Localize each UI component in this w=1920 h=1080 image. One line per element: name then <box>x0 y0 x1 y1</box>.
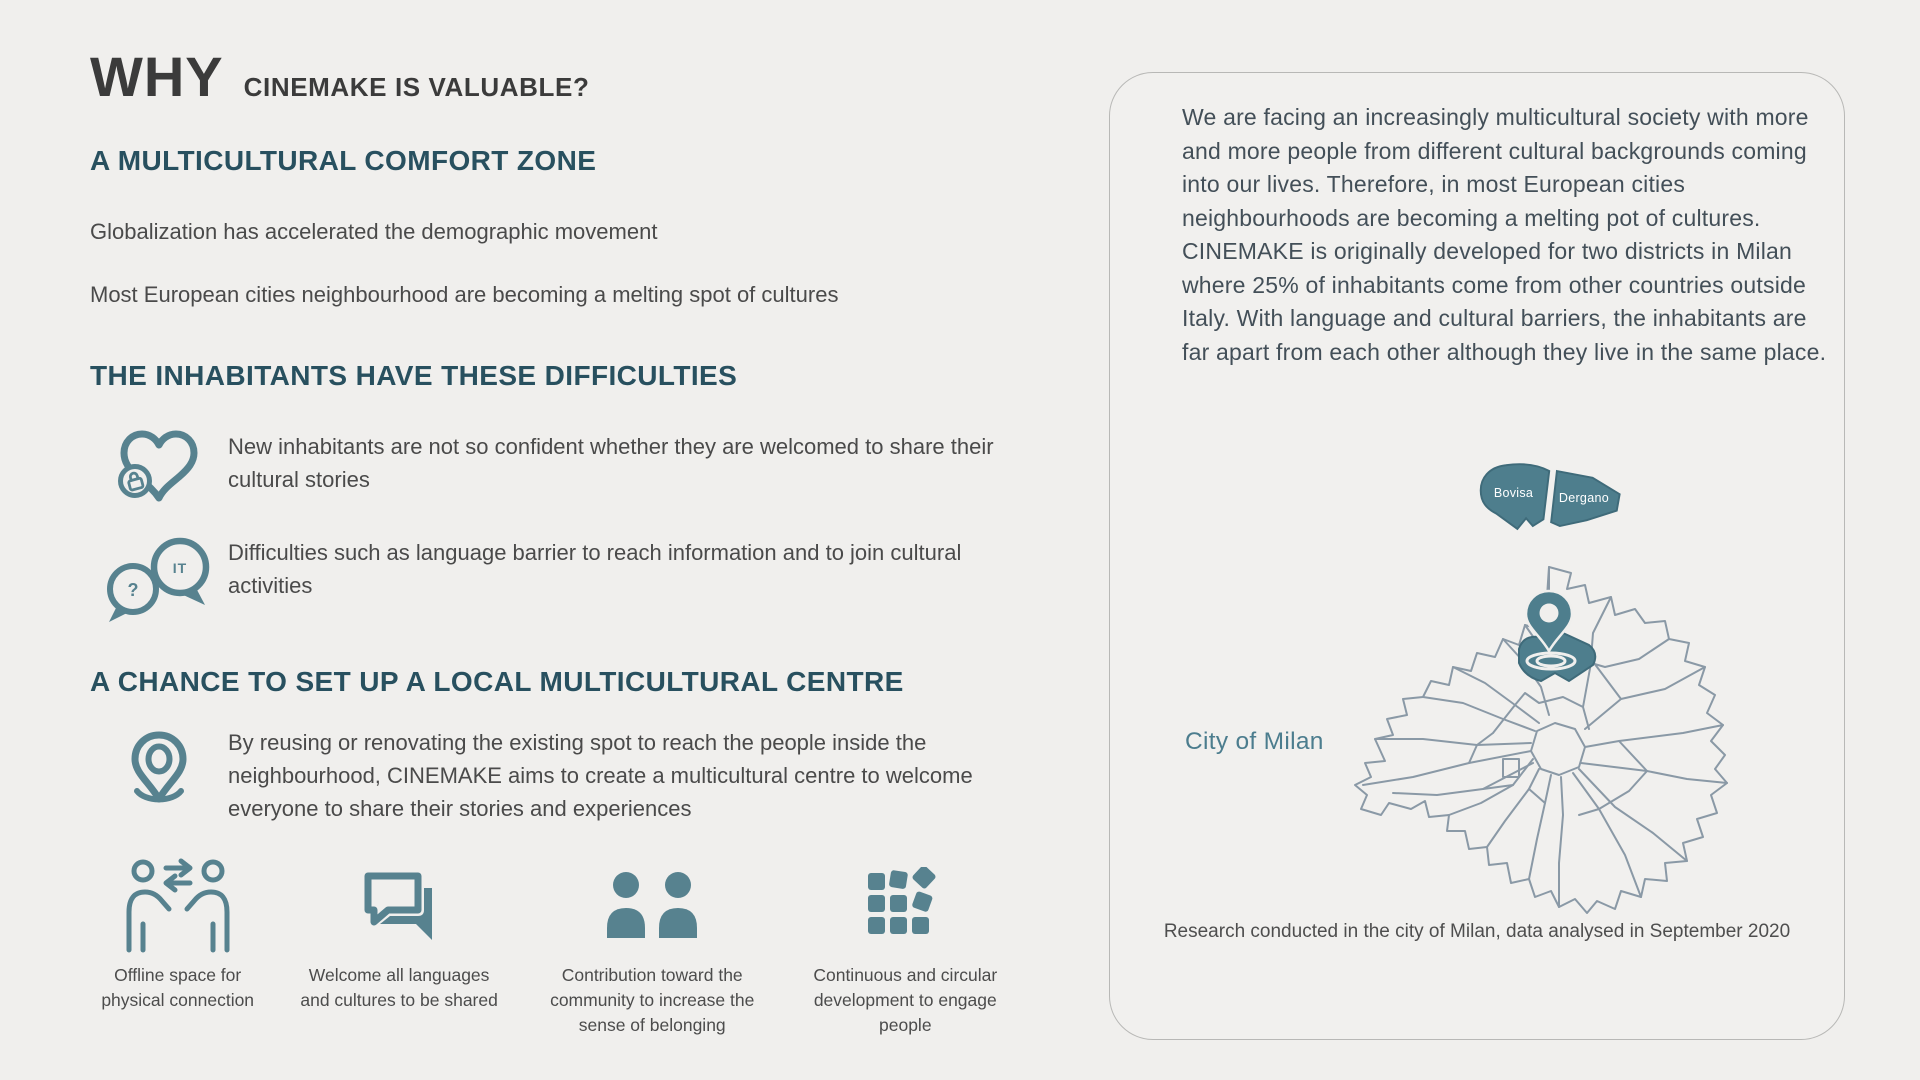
heading-comfort-zone: A MULTICULTURAL COMFORT ZONE <box>90 145 597 176</box>
grid-squares-icon <box>866 865 944 947</box>
heading-difficulties: THE INHABITANTS HAVE THESE DIFFICULTIES <box>90 360 738 391</box>
feature-languages <box>294 865 503 1038</box>
feature-community <box>533 865 772 1038</box>
difficulty-item-language <box>90 532 1010 624</box>
heading-chance: A CHANCE TO SET UP A LOCAL MULTICULTURAL CENTRE <box>90 666 904 697</box>
page-title <box>90 44 1010 109</box>
difficulty-text-language: Difficulties such as language barrier to reach information and to join cultural activities <box>228 540 962 598</box>
feature-caption-offline: Offline space for physical connection <box>101 965 255 1010</box>
left-column <box>90 44 1010 1038</box>
chat-question-icon <box>90 532 228 624</box>
difficulty-text-confidence: New inhabitants are not so confident whether they are welcomed to share their cultural stories <box>228 434 994 492</box>
research-footnote: Research conducted in the city of Milan, data analysed in September 2020 <box>1163 921 1791 942</box>
people-exchange-icon <box>116 865 240 947</box>
map-label-city-of-milan: City of Milan <box>1185 728 1324 755</box>
difficulty-item-confidence <box>90 426 1010 508</box>
feature-offline-space <box>90 865 265 1038</box>
title-subtitle: CINEMAKE IS VALUABLE? <box>243 72 590 102</box>
heart-lock-icon <box>90 426 228 508</box>
para-globalization: Globalization has accelerated the demographic movement <box>90 219 658 244</box>
chance-item <box>90 722 1010 825</box>
bubble-it-label: IT <box>172 560 188 576</box>
milan-info-card <box>1109 72 1845 1040</box>
people-duo-icon <box>602 865 702 947</box>
location-pin-icon <box>90 722 228 825</box>
title-why: WHY <box>90 45 224 108</box>
para-melting-spot: Most European cities neighbourhood are becoming a melting spot of cultures <box>90 282 839 307</box>
chance-text: By reusing or renovating the existing spot to reach the people inside the neighbourhood, CINEMAKE aims to create a multicultural centre to welcome everyone to share their stories and experiences <box>228 730 973 821</box>
milan-map <box>1353 563 1733 921</box>
feature-caption-development: Continuous and circular development to engage people <box>813 965 998 1035</box>
chat-duo-icon <box>356 865 442 947</box>
card-paragraph: We are facing an increasingly multicultural society with more and more people from different cultural backgrounds coming into our lives. Therefore, in most European cities neighbourhoods are becoming a melting pot of cultures. CINEMAKE is originally developed for two districts in Milan where 25% of inhabitants come from other countries outside Italy. With language and cultural barriers, the inhabitants are far apart from each other although they live in the same place. <box>1182 104 1827 365</box>
feature-caption-community: Contribution toward the community to increase the sense of belonging <box>550 965 755 1035</box>
feature-row <box>90 865 1010 1038</box>
bovisa-label: Bovisa <box>1493 486 1534 501</box>
feature-caption-languages: Welcome all languages and cultures to be shared <box>300 965 498 1010</box>
bubble-question-label: ? <box>127 580 139 600</box>
bovisa-dergano-shapes <box>1473 455 1637 543</box>
dergano-label: Dergano <box>1558 490 1609 505</box>
feature-development <box>801 865 1010 1038</box>
